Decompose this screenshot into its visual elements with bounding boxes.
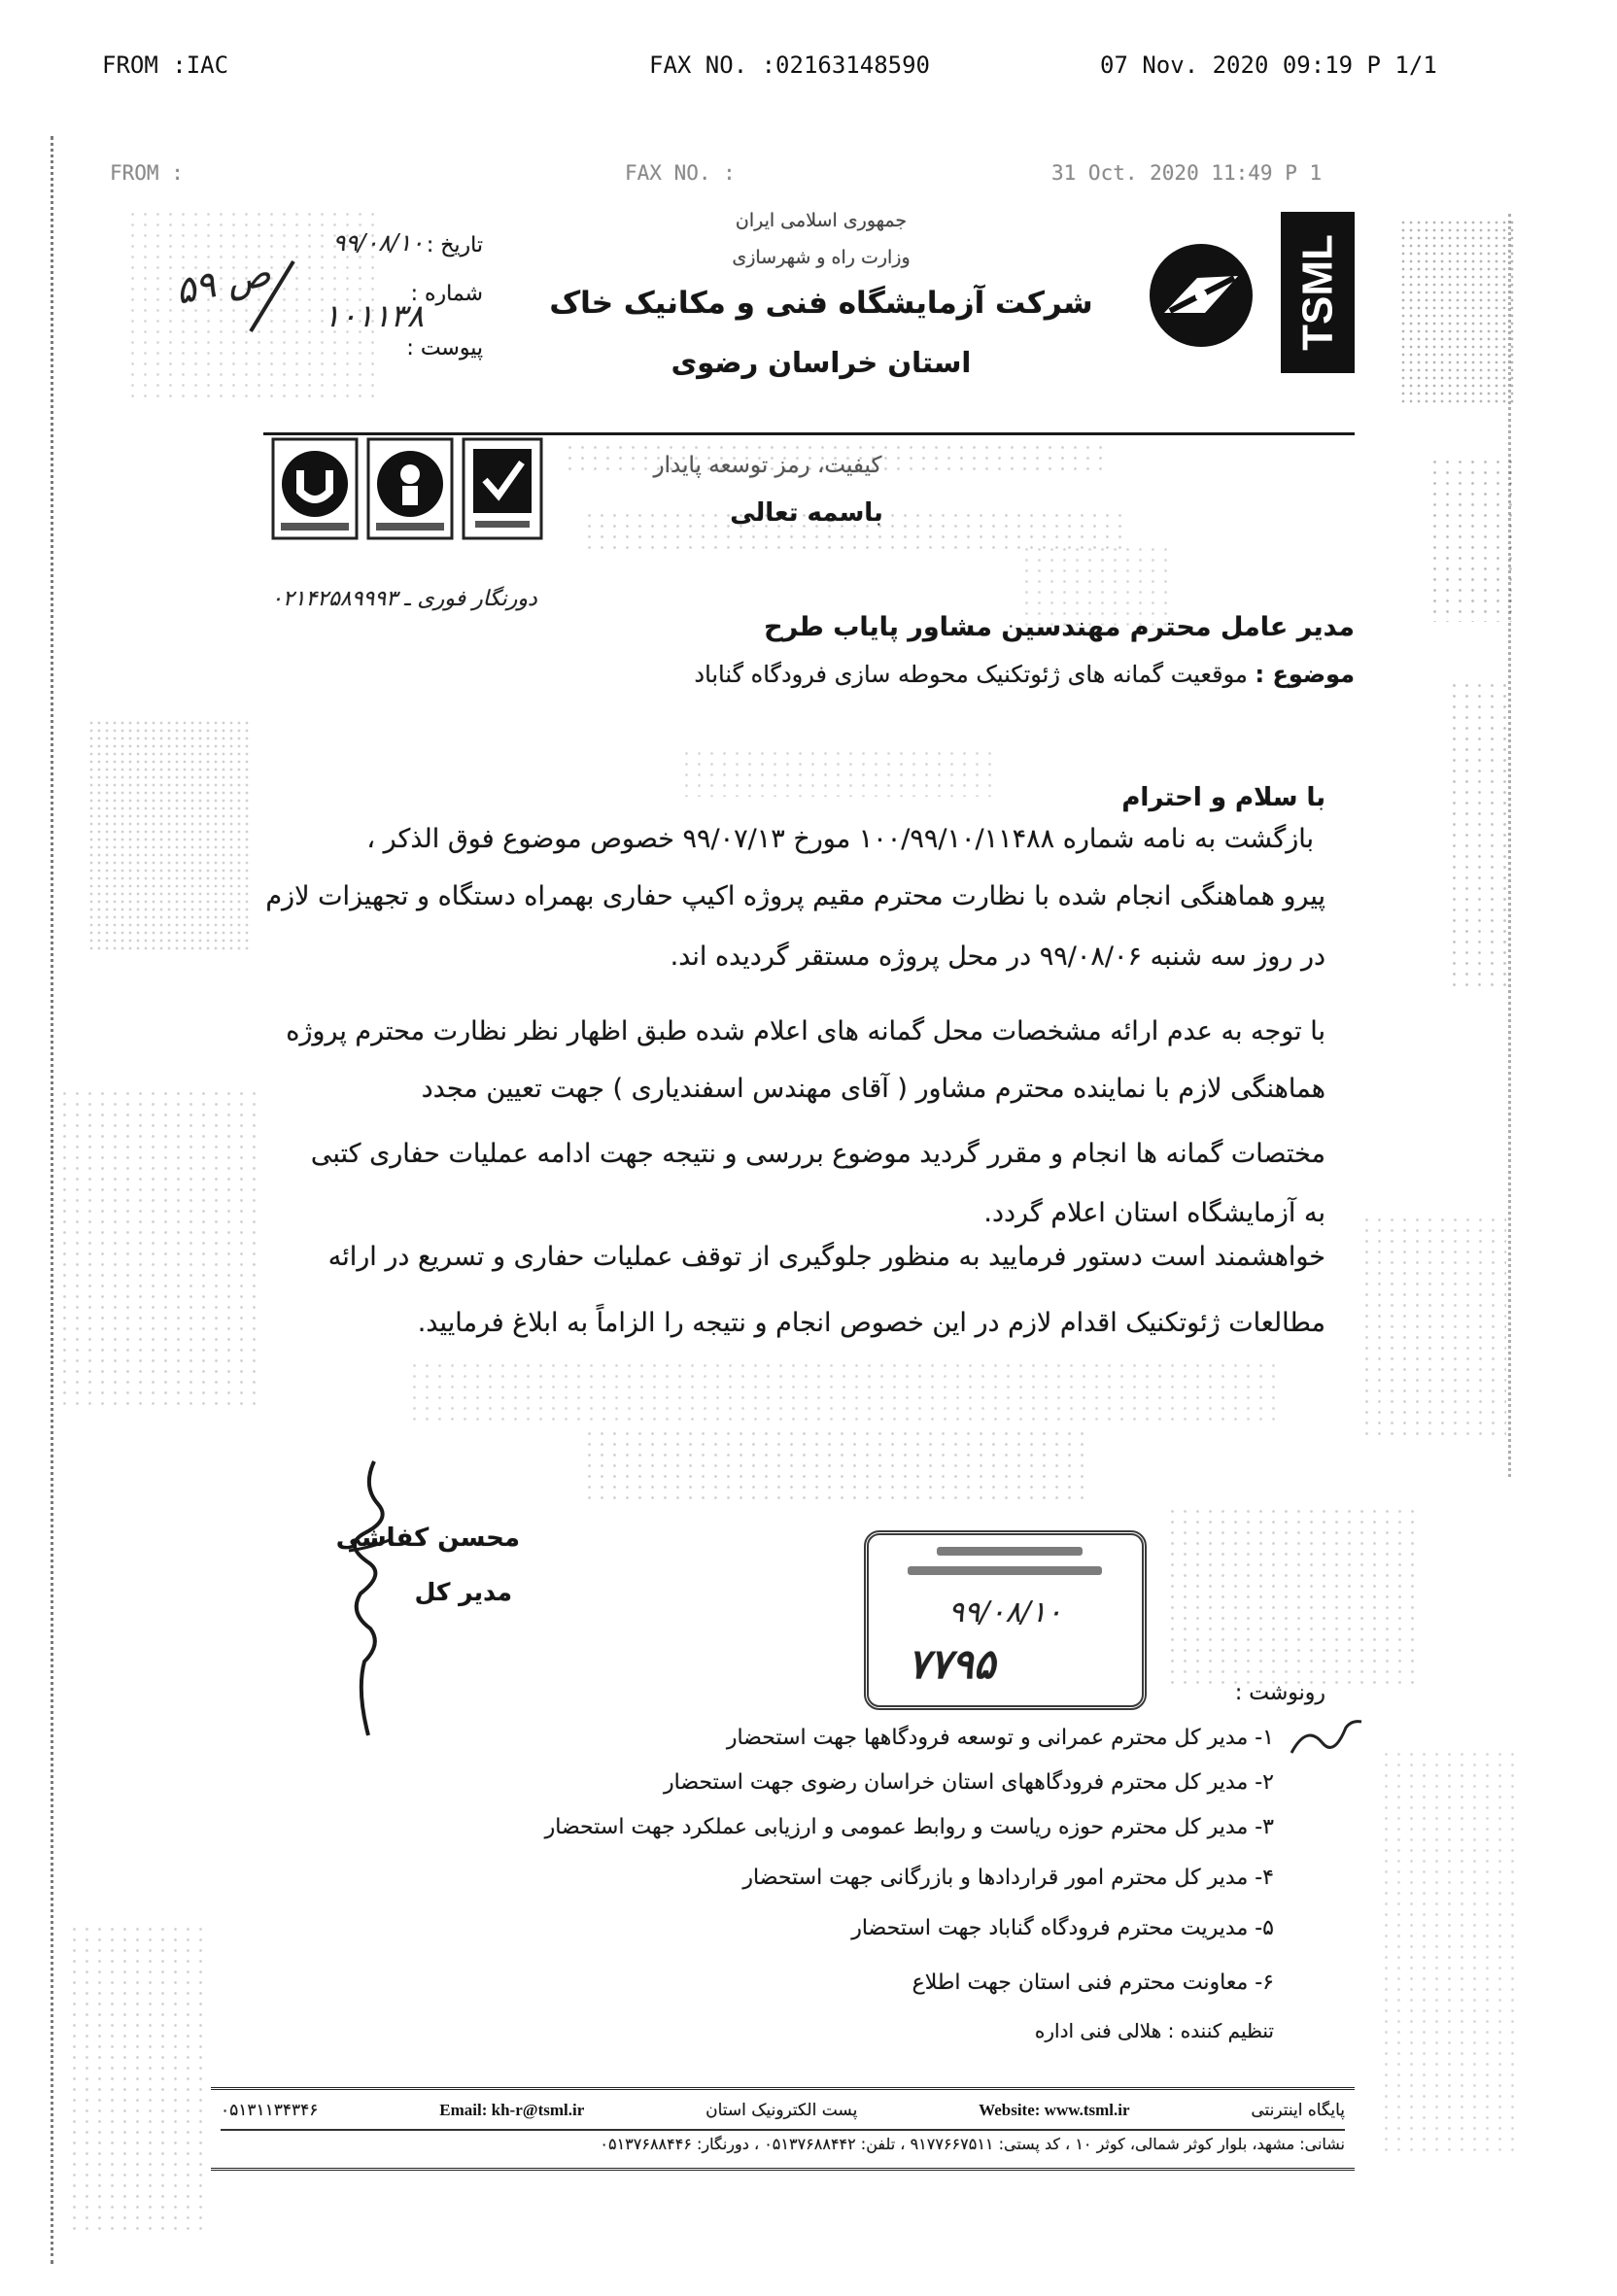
greeting: با سلام و احترام (1121, 783, 1325, 812)
certification-logo-1 (271, 437, 359, 540)
fax-noise-patch (1166, 1506, 1419, 1691)
footer-address: نشانی: مشهد، بلوار کوثر شمالی، کوثر ۱۰ ، کد پستی: ۹۱۷۷۶۶۷۵۱۱ ، تلفن: ۰۵۱۳۷۶۸۸۴۴۲ ، دورنگار: ۰۵۱۳۷۶۸۸۴۴۶ (600, 2135, 1345, 2153)
fax-instruction: دورنگار فوری ـ ۰۲۱۴۲۵۸۹۹۹۳ (271, 587, 537, 611)
fax-noise-patch (1428, 457, 1516, 622)
body-line: پیرو هماهنگی انجام شده با نظارت محترم مقیم پروژه اکیپ حفاری بهمراه دستگاه و تجهیزات لازم (265, 881, 1325, 911)
prepared-by: تنظیم کننده : هلالی فنی اداره (1034, 2019, 1274, 2042)
fax-from: FROM :IAC (102, 51, 229, 79)
handwritten-slash-mark (243, 257, 301, 335)
basmala: باسمه تعالی (730, 498, 883, 528)
stamp-date: ۹۹/۰۸/۱۰ (948, 1595, 1062, 1629)
fax-timestamp: 07 Nov. 2020 09:19 P 1/1 (1100, 51, 1437, 79)
date-value: ۹۹/۰۸/۱۰ (332, 229, 424, 257)
body-line: در روز سه شنبه ۹۹/۰۸/۰۶ در محل پروژه مستقر گردیده اند. (670, 942, 1325, 972)
handwritten-signature (335, 1457, 403, 1739)
handwritten-note: ص ۵۹ (171, 251, 275, 313)
cc-item: ۵- مدیریت محترم فرودگاه گناباد جهت استحضار (851, 1916, 1274, 1940)
fax-noise-patch (583, 1428, 1088, 1506)
stamp-header-mark (937, 1547, 1083, 1556)
letter-footer (211, 2087, 1355, 2171)
stamp-header-mark (908, 1566, 1102, 1575)
fax-noise-patch (1399, 219, 1516, 403)
letterhead-ministry: وزارت راه و شهرسازی (732, 247, 911, 268)
footer-website: Website: www.tsml.ir (979, 2101, 1130, 2119)
letterhead-province: استان خراسان رضوی (671, 346, 972, 379)
footer-email: Email: kh-r@tsml.ir (439, 2101, 585, 2119)
tsml-logo-text: TSML (1293, 234, 1342, 351)
fax-noise-patch (87, 719, 253, 952)
subject-text: موقعیت گمانه های ژئوتکنیک محوطه سازی فرودگاه گناباد (694, 661, 1248, 688)
cc-item: ۴- مدیر کل محترم امور قراردادها و بازرگانی جهت استحضار (742, 1866, 1274, 1890)
recipient: مدیر عامل محترم مهندسین مشاور پایاب طرح (764, 612, 1355, 642)
fax-noise-patch (1360, 1215, 1506, 1438)
fax-noise-patch (68, 1924, 204, 2235)
body-line: با توجه به عدم ارائه مشخصات محل گمانه های اعلام شده طبق اظهار نظر نظارت محترم پروژه (286, 1016, 1325, 1046)
footer-email-label: پست الکترونیک استان (705, 2101, 858, 2120)
body-line: خواهشمند است دستور فرمایید به منظور جلوگیری از توقف عملیات حفاری و تسریع در ارائه (327, 1242, 1325, 1272)
tsml-logo (1281, 212, 1355, 373)
cc-label: رونوشت : (1234, 1681, 1325, 1705)
fax-noise-patch (1380, 1749, 1516, 2157)
original-fax-from: FROM : (110, 161, 184, 185)
footer-phone: ۰۵۱۳۱۱۳۴۳۴۶ (221, 2101, 319, 2120)
receipt-stamp (864, 1530, 1147, 1710)
fax-noise-patch (58, 1088, 262, 1409)
body-line: به آزمایشگاه استان اعلام گردد. (983, 1198, 1325, 1228)
attachment-label: پیوست : (406, 336, 483, 360)
number-label: شماره : (410, 282, 483, 306)
fax-noise-patch (680, 748, 1001, 797)
certification-logo-3 (462, 437, 543, 540)
fax-noise-patch (1448, 680, 1516, 991)
cc-item: ۶- معاونت محترم فنی استان جهت اطلاع (912, 1970, 1274, 1995)
body-line: بازگشت به نامه شماره ۱۰۰/۹۹/۱۰/۱۱۴۸۸ مورخ ۹۹/۰۷/۱۳ خصوص موضوع فوق الذکر ، (366, 824, 1314, 854)
letterhead-country: جمهوری اسلامی ایران (735, 210, 908, 231)
number-value: ۱۰۱۱۳۸ (323, 297, 424, 334)
original-fax-number: FAX NO. : (625, 161, 736, 185)
date-label: تاریخ : (426, 233, 483, 257)
letterhead-divider (263, 432, 1355, 435)
company-slogan: کیفیت، رمز توسعه پایدار (653, 453, 882, 478)
fax-noise-left-edge (51, 136, 53, 2264)
stamp-number: ۷۷۹۵ (908, 1640, 996, 1688)
fax-number: FAX NO. :02163148590 (649, 51, 930, 79)
cc-item: ۱- مدیر کل محترم عمرانی و توسعه فرودگاهها جهت استحضار (726, 1726, 1274, 1750)
fax-noise-patch (408, 1360, 1283, 1428)
subject-line (694, 661, 1355, 688)
subject-label: موضوع : (1255, 661, 1355, 688)
cc-item: ۳- مدیر کل محترم حوزه ریاست و روابط عمومی و ارزیابی عملکرد جهت استحضار (544, 1815, 1274, 1839)
body-line: مختصات گمانه ها انجام و مقرر گردید موضوع بررسی و نتیجه جهت ادامه عملیات حفاری کتبی (310, 1139, 1325, 1169)
body-line: مطالعات ژئوتکنیک اقدام لازم در این خصوص انجام و نتیجه را الزاماً به ابلاغ فرمایید. (417, 1308, 1325, 1338)
footer-website-label: پایگاه اینترنتی (1251, 2101, 1345, 2120)
cc-flourish-icon (1288, 1714, 1365, 1761)
certification-logo-2 (366, 437, 454, 540)
signatory-name: محسن کفاشی (335, 1524, 520, 1553)
cc-item: ۲- مدیر کل محترم فرودگاههای استان خراسان رضوی جهت استحضار (664, 1770, 1274, 1795)
signatory-title: مدیر کل (414, 1578, 512, 1606)
body-line: هماهنگی لازم با نماینده محترم مشاور ( آقای مهندس اسفندیاری ) جهت تعیین مجدد (421, 1074, 1325, 1104)
company-emblem-icon (1147, 241, 1256, 350)
footer-contacts (221, 2096, 1345, 2131)
letterhead-company: شرکت آزمایشگاه فنی و مکانیک خاک (549, 286, 1093, 321)
fax-noise-right-edge (1508, 214, 1511, 1477)
original-fax-timestamp: 31 Oct. 2020 11:49 P 1 (1051, 161, 1323, 185)
